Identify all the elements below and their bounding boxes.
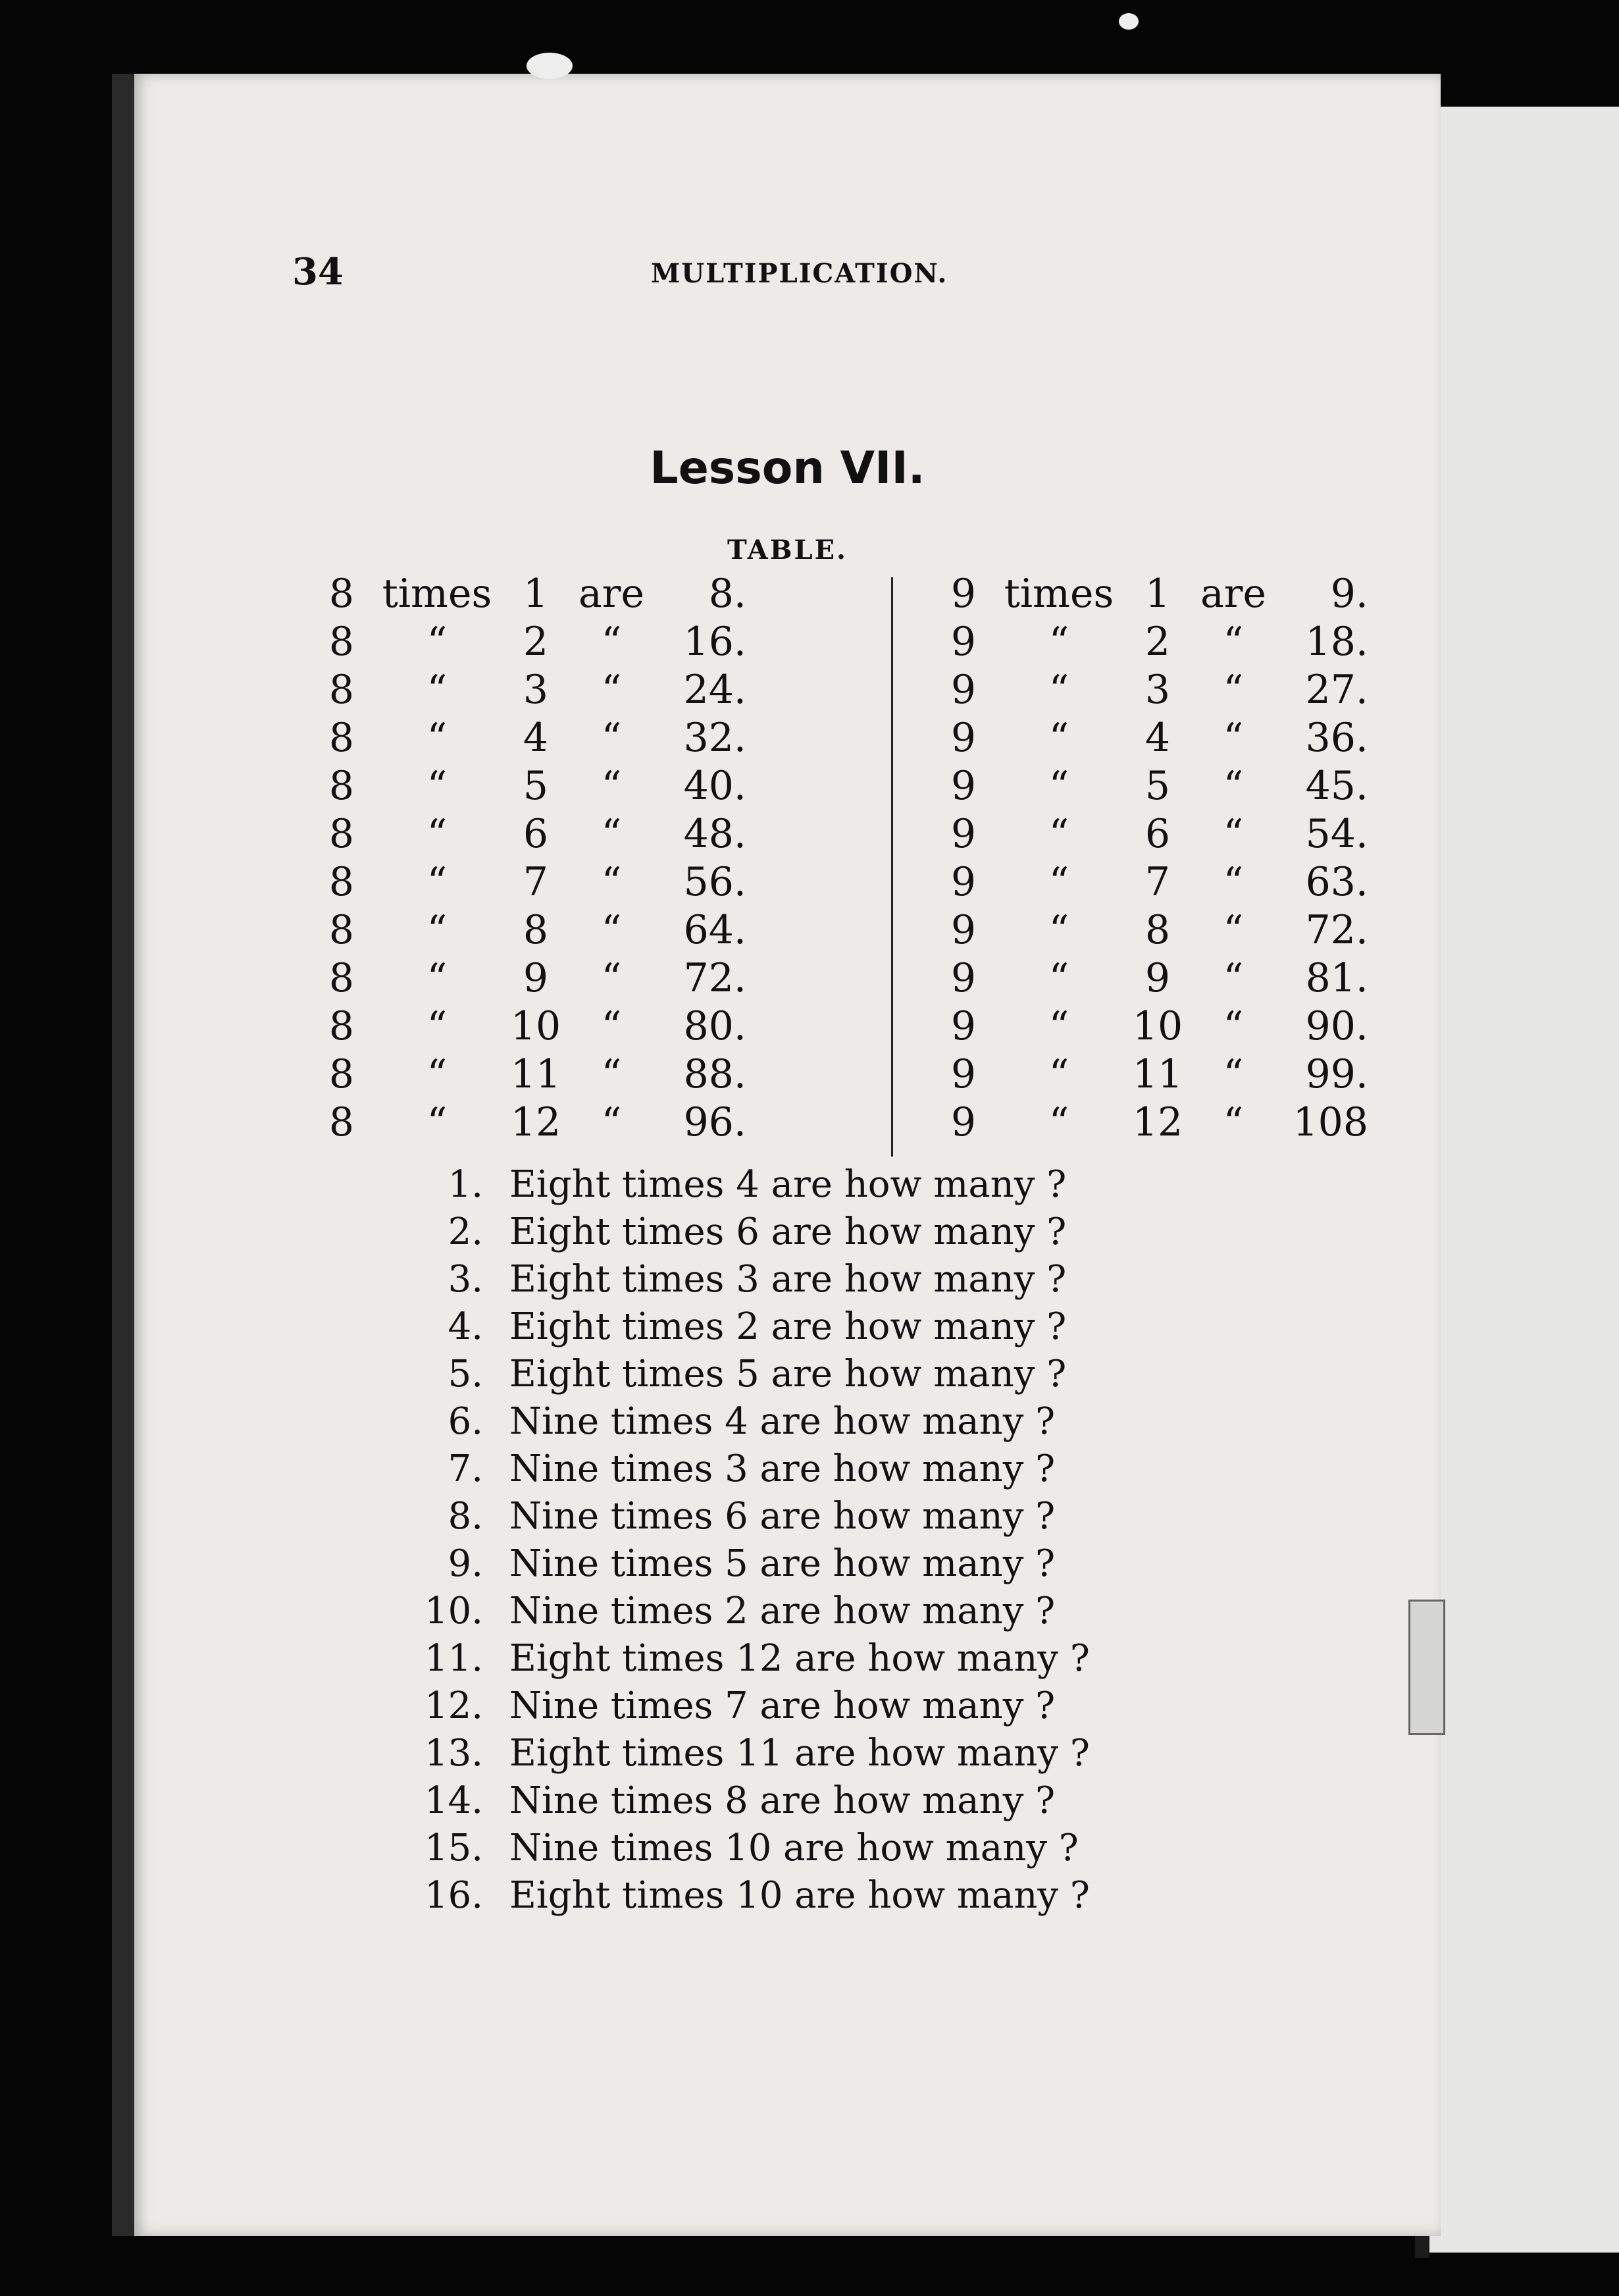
row-factor: 3 [1144, 667, 1171, 713]
row-factor: 9 [523, 955, 549, 1001]
row-times: “ [426, 859, 448, 905]
row-result: 8. [708, 571, 746, 617]
row-are: “ [601, 811, 622, 857]
row-multiplier: 8 [328, 811, 355, 857]
question-number: 8. [448, 1495, 483, 1538]
row-are: “ [1223, 619, 1244, 665]
row-times: “ [426, 1099, 448, 1145]
row-factor: 4 [523, 715, 549, 761]
row-result: 96. [683, 1099, 746, 1145]
row-are: “ [601, 955, 622, 1001]
question-text: Eight times 6 are how many ? [509, 1211, 1067, 1253]
row-are: “ [1223, 955, 1244, 1001]
row-result: 40. [683, 763, 746, 809]
row-are: “ [601, 859, 622, 905]
row-result: 63. [1305, 859, 1368, 905]
question-number: 2. [448, 1211, 483, 1253]
question-number: 15. [424, 1827, 483, 1869]
question-number: 4. [448, 1305, 483, 1348]
question-number: 6. [448, 1400, 483, 1443]
row-are: “ [1223, 907, 1244, 953]
row-result: 27. [1305, 667, 1368, 713]
question-text: Eight times 5 are how many ? [509, 1353, 1067, 1396]
row-are: “ [1223, 763, 1244, 809]
row-are: “ [601, 907, 622, 953]
row-result: 88. [683, 1051, 746, 1097]
row-factor: 7 [1144, 859, 1171, 905]
row-factor: 5 [523, 763, 549, 809]
row-times: “ [1048, 955, 1069, 1001]
row-multiplier: 8 [328, 667, 355, 713]
row-times: times [1004, 571, 1114, 617]
row-factor: 3 [523, 667, 549, 713]
row-are: “ [601, 1099, 622, 1145]
row-factor: 4 [1144, 715, 1171, 761]
row-multiplier: 9 [950, 955, 977, 1001]
question-text: Nine times 6 are how many ? [509, 1495, 1056, 1538]
row-times: “ [426, 811, 448, 857]
question-text: Nine times 8 are how many ? [509, 1779, 1056, 1822]
row-multiplier: 8 [328, 907, 355, 953]
question-text: Eight times 2 are how many ? [509, 1305, 1067, 1348]
row-multiplier: 8 [328, 763, 355, 809]
row-times: “ [1048, 1051, 1069, 1097]
row-are: “ [601, 619, 622, 665]
row-factor: 6 [1144, 811, 1171, 857]
row-result: 24. [683, 667, 746, 713]
row-are: are [1200, 571, 1266, 617]
row-times: “ [426, 763, 448, 809]
page-header [134, 250, 1441, 309]
row-are: “ [601, 763, 622, 809]
row-times: “ [426, 619, 448, 665]
question-text: Nine times 3 are how many ? [509, 1448, 1056, 1490]
row-are: “ [1223, 715, 1244, 761]
row-are: “ [601, 1051, 622, 1097]
question-text: Nine times 7 are how many ? [509, 1684, 1056, 1727]
question-text: Eight times 10 are how many ? [509, 1874, 1090, 1917]
question-number: 14. [424, 1779, 483, 1822]
row-are: “ [1223, 667, 1244, 713]
scan-speck [527, 53, 573, 79]
row-times: “ [1048, 667, 1069, 713]
row-multiplier: 9 [950, 1099, 977, 1145]
row-factor: 6 [523, 811, 549, 857]
row-factor: 8 [523, 907, 549, 953]
row-are: are [578, 571, 644, 617]
running-title: MULTIPLICATION. [651, 258, 948, 289]
question-text: Nine times 4 are how many ? [509, 1400, 1056, 1443]
row-multiplier: 8 [328, 859, 355, 905]
question-number: 7. [448, 1448, 483, 1490]
row-times: “ [1048, 715, 1069, 761]
row-result: 81. [1305, 955, 1368, 1001]
row-multiplier: 9 [950, 859, 977, 905]
row-result: 54. [1305, 811, 1368, 857]
row-result: 56. [683, 859, 746, 905]
row-multiplier: 9 [950, 715, 977, 761]
row-result: 99. [1305, 1051, 1368, 1097]
row-result: 72. [683, 955, 746, 1001]
scan-speck [1119, 13, 1139, 30]
facing-page [1429, 107, 1619, 2253]
row-are: “ [601, 1003, 622, 1049]
row-times: times [382, 571, 492, 617]
question-number: 10. [424, 1590, 483, 1632]
row-result: 90. [1305, 1003, 1368, 1049]
row-result: 48. [683, 811, 746, 857]
row-result: 80. [683, 1003, 746, 1049]
row-factor: 1 [523, 571, 549, 617]
row-multiplier: 9 [950, 619, 977, 665]
row-factor: 10 [510, 1003, 561, 1049]
row-multiplier: 9 [950, 763, 977, 809]
row-factor: 1 [1144, 571, 1171, 617]
row-times: “ [1048, 1099, 1069, 1145]
row-factor: 9 [1144, 955, 1171, 1001]
row-times: “ [426, 1003, 448, 1049]
row-multiplier: 8 [328, 619, 355, 665]
table-label: TABLE. [727, 535, 848, 565]
row-multiplier: 9 [950, 667, 977, 713]
row-times: “ [426, 715, 448, 761]
row-times: “ [1048, 907, 1069, 953]
row-factor: 12 [510, 1099, 561, 1145]
question-text: Eight times 3 are how many ? [509, 1258, 1067, 1301]
row-times: “ [426, 955, 448, 1001]
row-are: “ [601, 667, 622, 713]
row-multiplier: 8 [328, 1051, 355, 1097]
row-factor: 5 [1144, 763, 1171, 809]
row-result: 16. [683, 619, 746, 665]
row-multiplier: 9 [950, 907, 977, 953]
row-times: “ [426, 1051, 448, 1097]
row-multiplier: 8 [328, 715, 355, 761]
row-result: 45. [1305, 763, 1368, 809]
table-divider [891, 577, 893, 1157]
row-factor: 2 [523, 619, 549, 665]
row-multiplier: 8 [328, 955, 355, 1001]
question-text: Eight times 12 are how many ? [509, 1637, 1090, 1680]
row-factor: 2 [1144, 619, 1171, 665]
row-times: “ [426, 907, 448, 953]
question-text: Nine times 2 are how many ? [509, 1590, 1056, 1632]
row-are: “ [1223, 1099, 1244, 1145]
row-multiplier: 9 [950, 811, 977, 857]
row-times: “ [1048, 811, 1069, 857]
row-result: 9. [1330, 571, 1368, 617]
question-number: 9. [448, 1542, 483, 1585]
row-are: “ [601, 715, 622, 761]
row-factor: 8 [1144, 907, 1171, 953]
question-text: Nine times 10 are how many ? [509, 1827, 1079, 1869]
row-multiplier: 9 [950, 1051, 977, 1097]
row-factor: 10 [1132, 1003, 1183, 1049]
row-result: 72. [1305, 907, 1368, 953]
question-text: Eight times 4 are how many ? [509, 1163, 1067, 1206]
row-times: “ [1048, 763, 1069, 809]
question-number: 3. [448, 1258, 483, 1301]
row-are: “ [1223, 859, 1244, 905]
row-result: 32. [683, 715, 746, 761]
row-result: 18. [1305, 619, 1368, 665]
row-result: 36. [1305, 715, 1368, 761]
page-number: 34 [292, 250, 344, 294]
lesson-title: Lesson VII. [650, 442, 925, 494]
row-result: 108 [1293, 1099, 1368, 1145]
binding-clip [1408, 1600, 1445, 1735]
question-number: 16. [424, 1874, 483, 1917]
row-are: “ [1223, 1003, 1244, 1049]
row-are: “ [1223, 811, 1244, 857]
question-text: Eight times 11 are how many ? [509, 1732, 1090, 1775]
row-multiplier: 9 [950, 571, 977, 617]
row-factor: 11 [1132, 1051, 1183, 1097]
row-multiplier: 8 [328, 571, 355, 617]
question-number: 1. [448, 1163, 483, 1206]
book-page [112, 74, 1441, 2236]
row-factor: 7 [523, 859, 549, 905]
row-times: “ [426, 667, 448, 713]
question-number: 12. [424, 1684, 483, 1727]
row-factor: 11 [510, 1051, 561, 1097]
row-times: “ [1048, 859, 1069, 905]
question-text: Nine times 5 are how many ? [509, 1542, 1056, 1585]
question-number: 11. [424, 1637, 483, 1680]
row-times: “ [1048, 1003, 1069, 1049]
row-multiplier: 9 [950, 1003, 977, 1049]
row-multiplier: 8 [328, 1099, 355, 1145]
question-number: 5. [448, 1353, 483, 1396]
row-result: 64. [683, 907, 746, 953]
row-are: “ [1223, 1051, 1244, 1097]
row-multiplier: 8 [328, 1003, 355, 1049]
row-factor: 12 [1132, 1099, 1183, 1145]
row-times: “ [1048, 619, 1069, 665]
question-number: 13. [424, 1732, 483, 1775]
